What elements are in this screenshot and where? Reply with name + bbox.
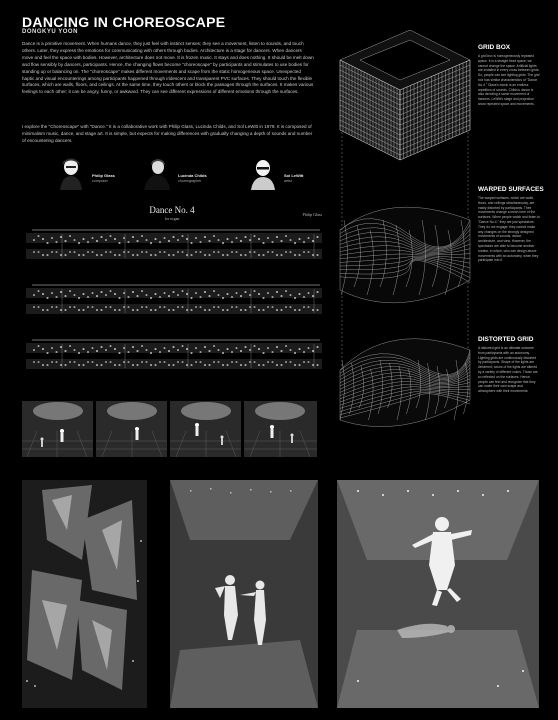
intro-paragraph: Dance is a primitive movement. When humans dance, they just feel with instinct senses; they see a movement, listen to sounds, and touch others. Later, they express the emotions for communicating with others through bodies. Architecture is a stage for dancers. When dancers move and feel the space with bodies. However, architecture does not move. It is frozen music. It stays and does nothing. It should be melt down and flow sensibly by dancers, participants. Hence, the changing flows become "choreoscape" by participants and stimulates to use bodies for standing up or balancing on. The "choreoscape" makes different movements and scape from the static homogeneous space. Unexpected haptic and visual encounterings among participants happened through iridescent and transparent PVC surfaces. They should touch the flexible surfaces, which are walls, floors, and ceilings. At the same time, they touch others or block the passages through the surfaces. It makes various feelings to each other; it can be angry, funny, or awkward. They can see different expressions of different emotions through the surfaces. bbox=[22, 41, 314, 95]
photo-pvc-surface bbox=[22, 480, 147, 708]
intro-paragraph-2: I explore the "Choreoscape" with "Dance." It is a collaborative work with Philip Glass, Lucinda Childs, and Sol LeWitt in 1979. It is composed of minimalism music, dance, and stage art. It is simple, but expects for making differences with gradually changing a depth of sounds and number of encountering dancers. bbox=[22, 124, 313, 143]
score-staves bbox=[22, 204, 322, 379]
axonometric-diagrams bbox=[330, 20, 475, 460]
warped-surfaces-text: The warped surfaces, which are walls, floors, and ceilings simultaneously, are easily distorted by participants. Their movements change a mesh form of the surfaces. When people watch and listen to "Dance No.4," they are just spectators. They do not engage; they cannot make any changes on the strongly designed movements of sounds, dance, architecture, and view. However, the spectators are able to become another creator, in which, who can design above movements with an autonomy, when they participate into it. bbox=[478, 196, 540, 263]
still-2 bbox=[96, 401, 167, 457]
grid-box-diagram bbox=[340, 30, 470, 160]
still-4 bbox=[244, 401, 317, 457]
person-name: Sol LeWitt bbox=[284, 173, 304, 178]
score-composer: Philip Glass bbox=[302, 212, 322, 217]
still-3 bbox=[170, 401, 241, 457]
music-score bbox=[22, 204, 322, 379]
portrait-sol-lewitt bbox=[250, 156, 276, 190]
photo-dancer-overhead bbox=[337, 480, 539, 708]
warped-surfaces-diagram bbox=[340, 207, 470, 303]
photo-dancers-inside bbox=[170, 480, 318, 708]
person-role: composer bbox=[92, 179, 108, 183]
distorted-grid-diagram bbox=[340, 339, 470, 427]
person-role: artist bbox=[284, 179, 292, 183]
performance-stills bbox=[22, 401, 317, 457]
still-1 bbox=[22, 401, 93, 457]
portrait-lucinda-childs bbox=[144, 156, 170, 190]
person-name: Philip Glass bbox=[92, 173, 115, 178]
distorted-grid-heading: DISTORTED GRID bbox=[478, 336, 534, 343]
person-role: choreographer bbox=[178, 179, 202, 183]
portrait-philip-glass bbox=[58, 156, 84, 190]
score-title: Dance No. 4 bbox=[149, 205, 195, 215]
distorted-grid-text: A distorted grid is an ultimate outcome from participants with an autonomy. Lighting grids are continuously distorted by participants. Shape of the lights are deformed; colors of the lights are altered by a variety of different colors. Those are so reflected on the surfaces. Hence, people can feel and recognize that they can make their own scape and atmosphere with their movements. bbox=[478, 346, 538, 394]
score-subtitle: for organ bbox=[164, 216, 180, 221]
page-title: DANCING IN CHOREOSCAPE bbox=[22, 14, 226, 30]
warped-surfaces-heading: WARPED SURFACES bbox=[478, 186, 544, 193]
grid-box-text: A grid box is homogeneously repeated space. It is a straight fixed space; we cannot change the space. Artificial lights are installed in every cross between grids. So, people can see lighting grids. The grid box has similar characteristics of "Dance No.4." Glass's music is an endless repetition of sounds. Childs's dance is also denoting a same movement of dancers. LeWitt's stage and projection show repeated space and movements. bbox=[478, 54, 540, 106]
person-name: Lucinda Childs bbox=[178, 173, 207, 178]
author-name: DONGKYU YOON bbox=[22, 29, 78, 35]
grid-box-heading: GRID BOX bbox=[478, 44, 511, 51]
